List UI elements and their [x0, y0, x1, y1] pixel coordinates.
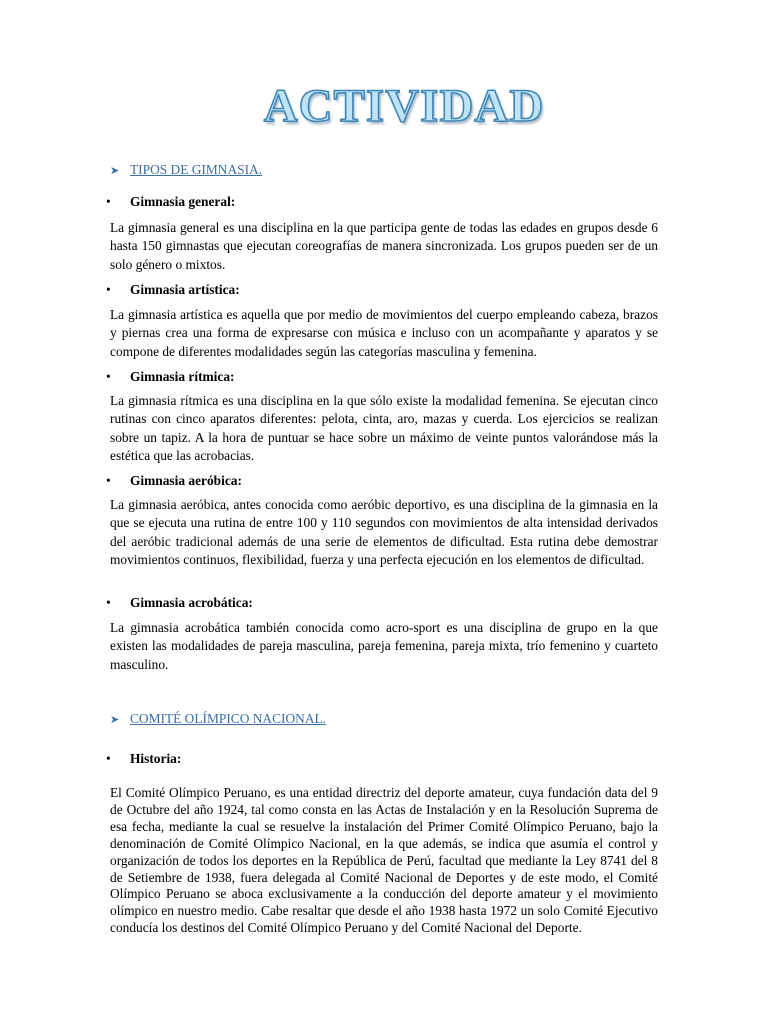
arrow-bullet-icon: ➤ — [110, 165, 120, 177]
section-heading-tipos — [110, 161, 262, 180]
bullet-gimnasia-ritmica — [106, 368, 235, 386]
bullet-gimnasia-general — [106, 193, 235, 211]
paragraph-gimnasia-aerobica: La gimnasia aeróbica, antes conocida como aeróbic deportivo, es una disciplina de la gimnasia en la que se ejecuta una rutina de entre 100 y 110 segundos con movimientos de alta intensidad derivados del aeróbic tradicional además de una serie de elementos de dificultad. Esta rutina debe demostrar movimientos continuos, flexibilidad, fuerza y una perfecta ejecución en los elementos de dificultad. — [110, 497, 658, 567]
paragraph-gimnasia-general: La gimnasia general es una disciplina en la que participa gente de todas las edades en grupos desde 6 hasta 150 gimnastas que ejecutan coreografías de manera sincronizada. Los grupos pueden ser de un solo género o mixtos. — [110, 220, 658, 272]
arrow-bullet-icon: ➤ — [110, 714, 120, 726]
page-title: ACTIVIDAD — [263, 80, 545, 132]
bullet-historia — [106, 750, 181, 768]
bullet-label: Gimnasia rítmica: — [130, 369, 235, 384]
bullet-dot-icon: • — [106, 473, 111, 488]
bullet-dot-icon: • — [106, 751, 111, 766]
bullet-dot-icon: • — [106, 194, 111, 209]
bullet-dot-icon: • — [106, 595, 111, 610]
section-heading-text: TIPOS DE GIMNASIA. — [130, 162, 263, 177]
bullet-dot-icon: • — [106, 369, 111, 384]
bullet-label: Historia: — [130, 751, 182, 766]
bullet-label: Gimnasia artística: — [130, 282, 240, 297]
paragraph-gimnasia-ritmica: La gimnasia rítmica es una disciplina en la que sólo existe la modalidad femenina. Se ejecutan cinco rutinas con cinco aparatos diferentes: pelota, cinta, aro, mazas y cuerda. Los ejercicios se realizan sobre un tapiz. A la hora de puntuar se hace sobre un máximo de veinte puntos valorándose más la estética que las acrobacias. — [110, 393, 658, 463]
section-heading-text: COMITÉ OLÍMPICO NACIONAL. — [130, 711, 327, 726]
bullet-label: Gimnasia acrobática: — [130, 595, 253, 610]
bullet-label: Gimnasia general: — [130, 194, 236, 209]
paragraph-historia: El Comité Olímpico Peruano, es una entidad directriz del deporte amateur, cuya fundación data del 9 de Octubre del año 1924, tal como consta en las Actas de Instalación y en la Resolución Suprema de esa fecha, mediante la cual se resuelve la instalación del Primer Comité Olímpico Peruano, bajo la denominación de Comité Olímpico Nacional, en la que además, se indica que asumía el control y organización de todos los deportes en la República de Perú, facultad que mediante la Ley 8741 del 8 de Setiembre de 1938, fuera delegada al Comité Nacional de Deportes y de este modo, el Comité Olímpico Peruano se aboca exclusivamente a la conducción del deporte amateur y el movimiento olímpico en nuestro medio. Cabe resaltar que desde el año 1938 hasta 1972 un solo Comité Ejecutivo conducía los destinos del Comité Olímpico Peruano y del Comité Nacional del Deporte. — [110, 785, 658, 936]
bullet-gimnasia-acrobatica — [106, 594, 253, 612]
bullet-label: Gimnasia aeróbica: — [130, 473, 242, 488]
section-heading-comite — [110, 710, 326, 729]
paragraph-gimnasia-acrobatica: La gimnasia acrobática también conocida como acro-sport es una disciplina de grupo en la que existen las modalidades de pareja masculina, pareja femenina, pareja mixta, trío femenino y cuarteto masculino. — [110, 620, 658, 672]
bullet-gimnasia-artistica — [106, 281, 240, 299]
paragraph-gimnasia-artistica: La gimnasia artística es aquella que por medio de movimientos del cuerpo empleando cabeza, brazos y piernas crea una forma de expresarse con música e incluso con un acompañante y aparatos y se compone de diferentes modalidades según las categorías masculina y femenina. — [110, 307, 658, 359]
bullet-gimnasia-aerobica — [106, 472, 242, 490]
bullet-dot-icon: • — [106, 282, 111, 297]
